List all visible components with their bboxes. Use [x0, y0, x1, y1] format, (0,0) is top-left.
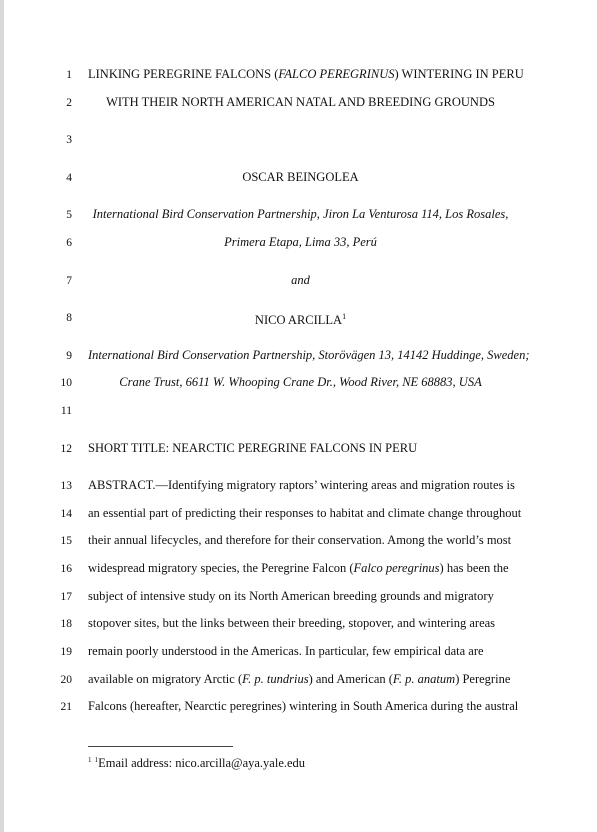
page-edge: [0, 0, 4, 832]
line-number: 14: [60, 508, 72, 520]
short-title: SHORT TITLE: NEARCTIC PEREGRINE FALCONS IN PERU: [88, 441, 418, 455]
line-number: 3: [66, 134, 72, 146]
line-number: 17: [60, 591, 72, 603]
paper-title-line-1: LINKING PEREGRINE FALCONS (FALCO PEREGRINUS) WINTERING IN PERU: [88, 67, 524, 81]
line-number: 9: [66, 350, 72, 362]
author-affiliation: Primera Etapa, Lima 33, Perú: [224, 235, 377, 249]
author-name: NICO ARCILLA$^1$: [254, 312, 347, 328]
line-number: 4: [66, 172, 72, 184]
abstract-line: available on migratory Arctic (F. p. tundrius) and American (F. p. anatum) Peregrine: [88, 672, 511, 686]
line-number: 20: [60, 674, 72, 686]
line-number: 15: [60, 535, 72, 547]
abstract-line: their annual lifecycles, and therefore for their conservation. Among the world’s most: [88, 533, 512, 547]
abstract-line: widespread migratory species, the Peregrine Falcon (Falco peregrinus) has been the: [88, 561, 509, 575]
abstract-line: Falcons (hereafter, Nearctic peregrines) wintering in South America during the austral: [88, 699, 519, 713]
author-affiliation: International Bird Conservation Partnership, Storövägen 13, 14142 Huddinge, Sweden;: [88, 348, 530, 362]
abstract-line: subject of intensive study on its North American breeding grounds and migratory: [88, 589, 494, 603]
line-number: 12: [60, 443, 72, 455]
line-number: 1: [66, 69, 72, 81]
paper-title-line-2: WITH THEIR NORTH AMERICAN NATAL AND BREEDING GROUNDS: [106, 95, 495, 109]
author-affiliation: International Bird Conservation Partnership, Jiron La Venturosa 114, Los Rosales,: [92, 207, 509, 221]
line-number: 16: [60, 563, 72, 575]
line-number: 2: [66, 97, 72, 109]
line-number: 13: [60, 480, 72, 492]
author-name: OSCAR BEINGOLEA: [242, 170, 359, 184]
footnote-text: Email address: nico.arcilla@aya.yale.edu: [98, 756, 306, 771]
line-number: 7: [66, 275, 72, 287]
footnote-number: 1: [88, 756, 92, 764]
footnote-number: 1: [94, 756, 99, 764]
abstract-line: an essential part of predicting their responses to habitat and climate change throughout: [88, 506, 522, 520]
line-number: 11: [60, 405, 72, 417]
line-number: 5: [66, 209, 72, 221]
and-conjunction: and: [291, 273, 310, 287]
line-number: 8: [66, 312, 72, 324]
footnote: [88, 753, 305, 770]
line-number: 18: [60, 618, 72, 630]
footnote-marker: 1: [342, 312, 347, 321]
line-number: 10: [60, 377, 72, 389]
abstract-line: ABSTRACT.—Identifying migratory raptors’ wintering areas and migration routes is: [88, 478, 515, 492]
line-number: 6: [66, 237, 72, 249]
abstract-line: stopover sites, but the links between their breeding, stopover, and wintering areas: [88, 616, 496, 630]
line-number: 19: [60, 646, 72, 658]
footnote-separator: [88, 746, 233, 747]
author-affiliation: Crane Trust, 6611 W. Whooping Crane Dr., Wood River, NE 68883, USA: [119, 375, 482, 389]
line-number: 21: [60, 701, 72, 713]
abstract-line: remain poorly understood in the Americas. In particular, few empirical data are: [88, 644, 484, 658]
